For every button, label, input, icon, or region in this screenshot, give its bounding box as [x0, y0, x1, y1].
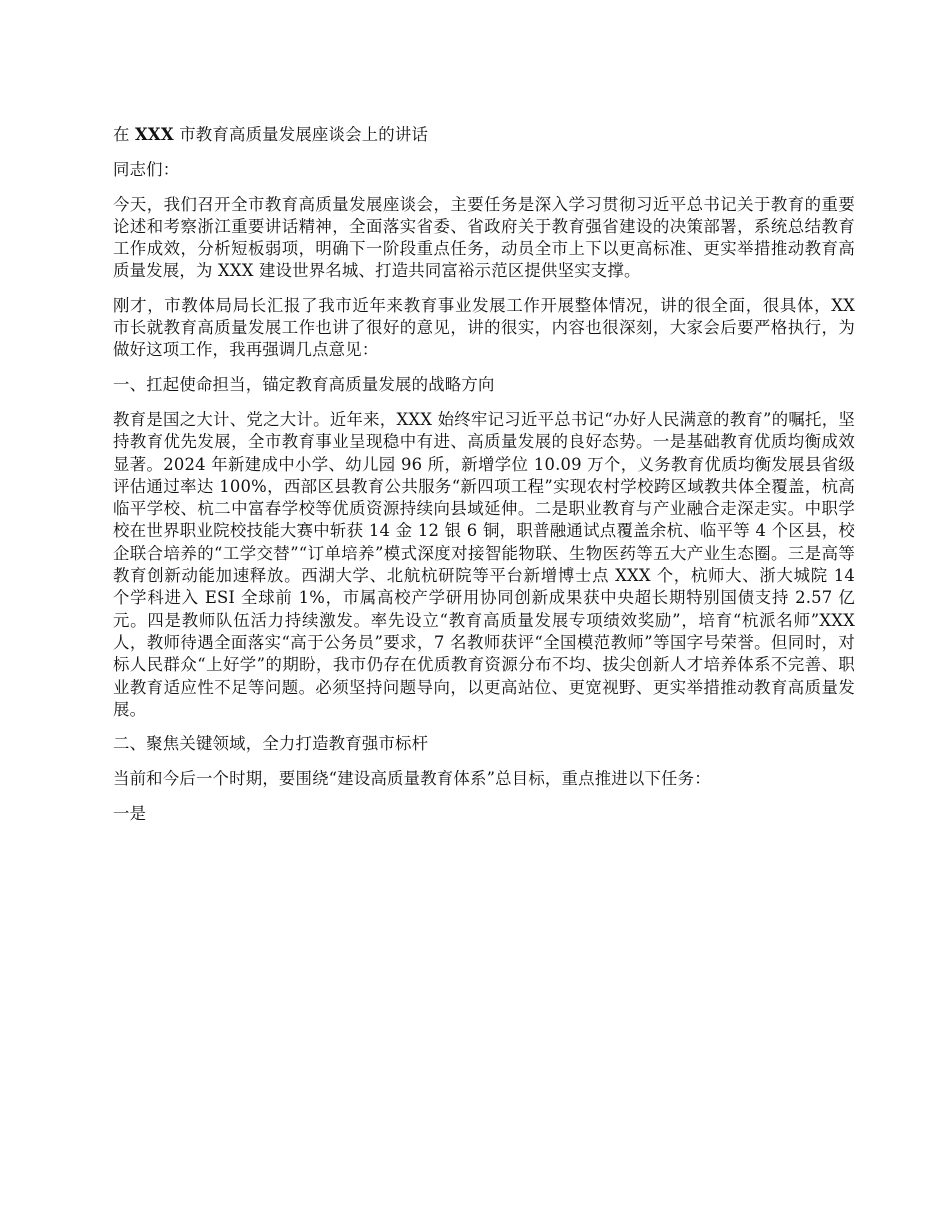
paragraph-task-1: 一是 — [113, 803, 147, 823]
paragraph-remarks: 刚才，市教体局局长汇报了我市近年来教育事业发展工作开展整体情况，讲的很全面，很具体，XX 市长就教育高质量发展工作也讲了很好的意见，讲的很实，内容也很深刻，大家会后要严格执行，为做好这项工作，我再强调几点意见： — [113, 295, 855, 360]
salutation: 同志们： — [113, 160, 180, 180]
document-title — [113, 124, 855, 146]
section-heading-1: 一、扛起使命担当，锚定教育高质量发展的战略方向 — [113, 374, 495, 394]
title-city: XXX — [135, 125, 174, 144]
paragraph-achievements: 教育是国之大计、党之大计。近年来，XXX 始终牢记习近平总书记“办好人民满意的教育”的嘱托，坚持教育优先发展，全市教育事业呈现稳中有进、高质量发展的良好态势。一是基础教育优质均衡成效显著。2024 年新建成中小学、幼儿园 96 所，新增学位 10.09 万个，义务教育优质均衡发展县省级评估通过率达 100%，西部区县教育公共服务“新四项工程”实现农村学校跨区域教共体全覆盖，杭高临平学校、杭二中富春学校等优质资源持续向县域延伸。二是职业教育与产业融合走深走实。中职学校在世界职业院校技能大赛中斩获 14 金 12 银 6 铜，职普融通试点覆盖余杭、临平等 4 个区县，校企联合培养的“工学交替”“订单培养”模式深度对接智能物联、生物医药等五大产业生态圈。三是高等教育创新动能加速释放。西湖大学、北航杭研院等平台新增博士点 XXX 个，杭师大、浙大城院 14 个学科进入 ESI 全球前 1%，市属高校产学研用协同创新成果获中央超长期特别国债支持 2.57 亿元。四是教师队伍活力持续激发。率先设立“教育高质量发展专项绩效奖励”，培育“杭派名师”XXX 人，教师待遇全面落实“高于公务员”要求，7 名教师获评“全国模范教师”等国字号荣誉。但同时，对标人民群众“上好学”的期盼，我市仍存在优质教育资源分布不均、拔尖创新人才培养体系不完善、职业教育适应性不足等问题。必须坚持问题导向，以更高站位、更宽视野、更实举措推动教育高质量发展。 — [113, 409, 855, 719]
title-suffix: 市教育高质量发展座谈会上的讲话 — [179, 125, 429, 144]
section-heading-2: 二、聚焦关键领域，全力打造教育强市标杆 — [113, 734, 429, 754]
document-page — [113, 124, 855, 837]
paragraph-opening: 今天，我们召开全市教育高质量发展座谈会，主要任务是深入学习贯彻习近平总书记关于教育的重要论述和考察浙江重要讲话精神，全面落实省委、省政府关于教育强省建设的决策部署，系统总结教育工作成效，分析短板弱项，明确下一阶段重点任务，动员全市上下以更高标准、更实举措推动教育高质量发展，为 XXX 建设世界名城、打造共同富裕示范区提供坚实支撑。 — [113, 194, 855, 281]
paragraph-tasks-intro: 当前和今后一个时期，要围绕“建设高质量教育体系”总目标，重点推进以下任务： — [113, 769, 711, 789]
title-prefix: 在 — [113, 125, 130, 144]
